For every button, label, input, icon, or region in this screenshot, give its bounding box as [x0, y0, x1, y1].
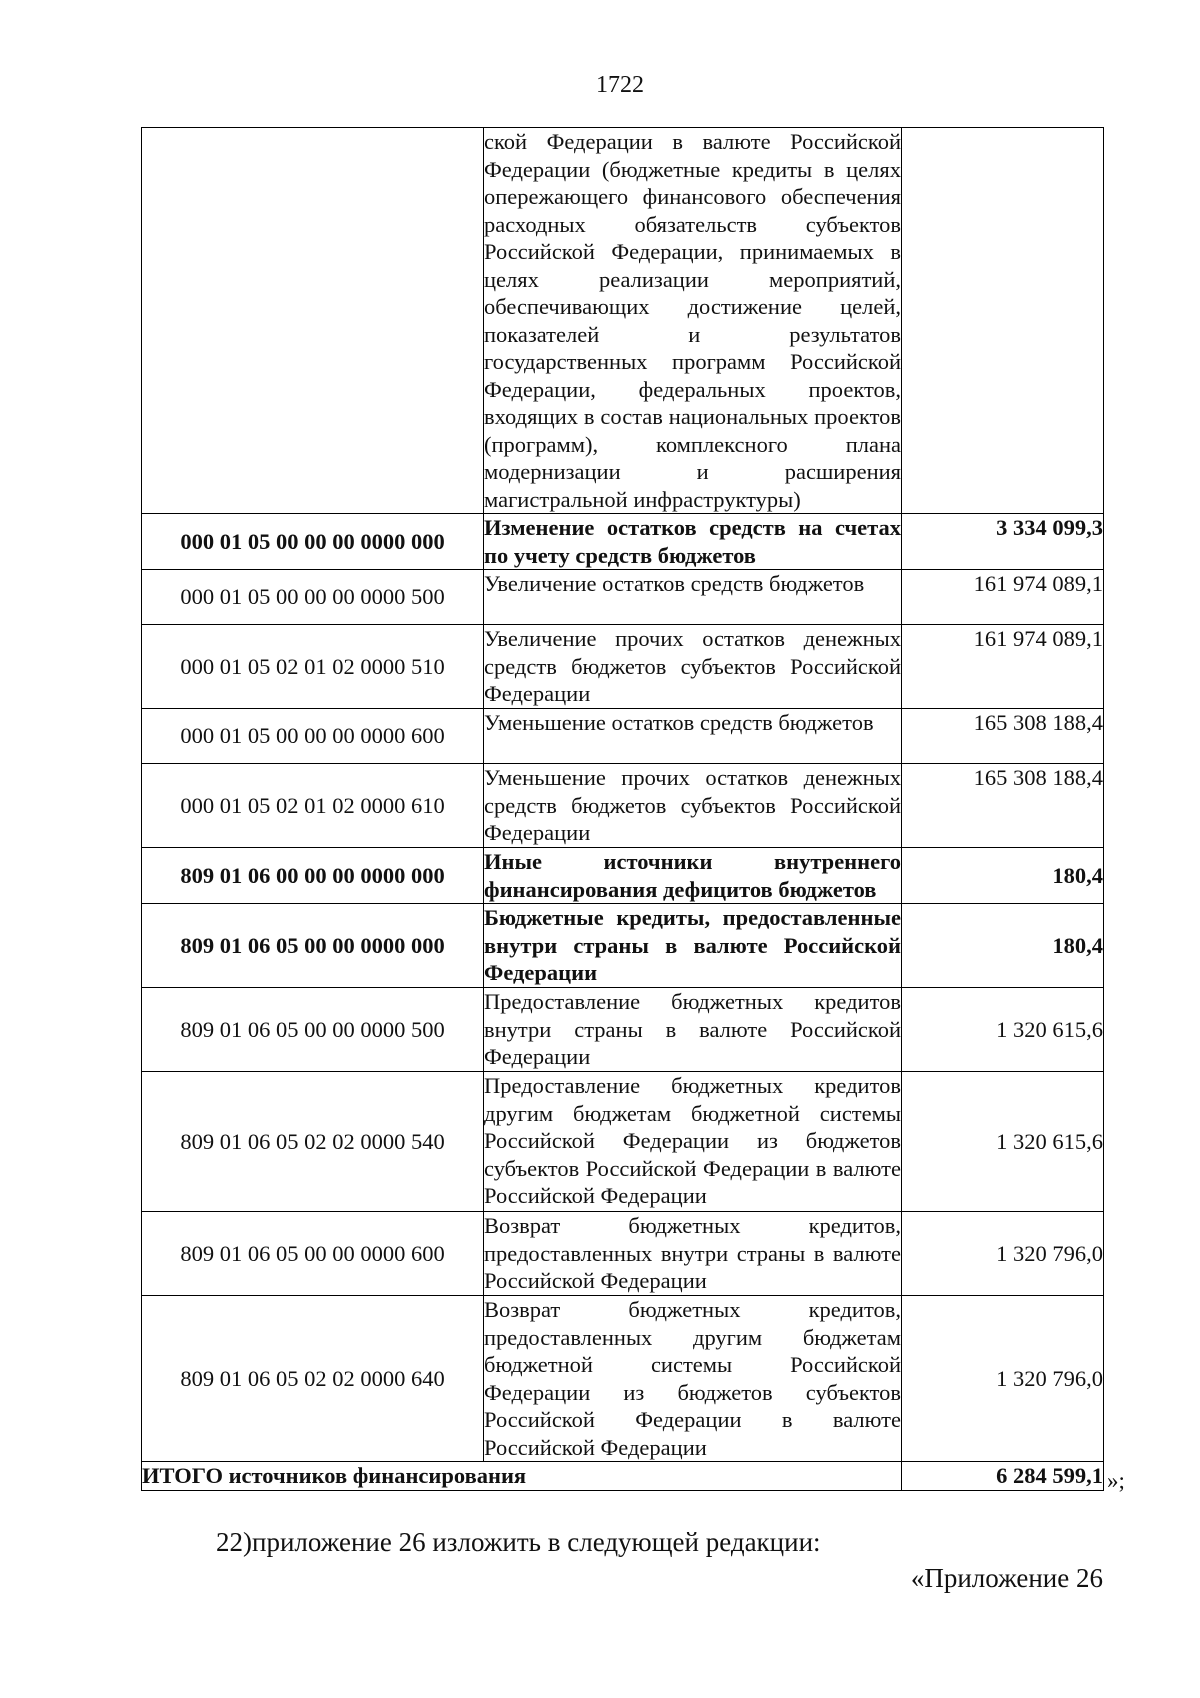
table-row [142, 764, 1104, 848]
row-code: 000 01 05 00 00 00 0000 500 [142, 570, 484, 625]
row-name: Возврат бюджетных кредитов, предоставленных другим бюджетам бюджетной системы Российской Федерации из бюджетов субъектов Российской Федерации в валюте Российской Федерации [484, 1297, 901, 1460]
row-amount: 165 308 188,4 [902, 764, 1104, 848]
total-amount: 6 284 599,1 [902, 1462, 1104, 1491]
row-code: 809 01 06 00 00 00 0000 000 [142, 848, 484, 904]
row-amount [902, 128, 1104, 514]
table-row [142, 904, 1104, 988]
row-code: 000 01 05 00 00 00 0000 000 [142, 514, 484, 570]
table-row [142, 848, 1104, 904]
row-name: Уменьшение остатков средств бюджетов [484, 709, 902, 764]
table-row [142, 128, 1104, 514]
row-name: ской Федерации в валюте Российской Федерации (бюджетные кредиты в целях опережающего финансового обеспечения расходных обязательств субъектов Российской Федерации, принимаемых в целях реализации мероприятий, обеспечивающих достижение целей, показателей и результатов государственных программ Российской Федерации, федеральных проектов, входящих в состав национальных проектов (программ), комплексного плана модернизации и расширения магистральной инфраструктуры) [484, 129, 901, 512]
page-number: 1722 [596, 72, 644, 98]
row-code: 809 01 06 05 00 00 0000 000 [142, 904, 484, 988]
row-amount: 161 974 089,1 [902, 570, 1104, 625]
row-name: Возврат бюджетных кредитов, предоставленных внутри страны в валюте Российской Федерации [484, 1212, 902, 1296]
row-code: 809 01 06 05 00 00 0000 600 [142, 1212, 484, 1296]
table-row [142, 988, 1104, 1072]
row-name: Увеличение прочих остатков денежных средств бюджетов субъектов Российской Федерации [484, 625, 902, 709]
row-name: Предоставление бюджетных кредитов внутри страны в валюте Российской Федерации [484, 988, 902, 1072]
row-code: 000 01 05 02 01 02 0000 510 [142, 625, 484, 709]
row-name: Изменение остатков средств на счетах по учету средств бюджетов [484, 515, 901, 568]
row-name: Увеличение остатков средств бюджетов [484, 570, 902, 625]
table-row [142, 1072, 1104, 1212]
row-amount: 165 308 188,4 [902, 709, 1104, 764]
table-row [142, 709, 1104, 764]
total-row [142, 1462, 1104, 1491]
row-name: Бюджетные кредиты, предоставленные внутри страны в валюте Российской Федерации [484, 904, 902, 988]
table-row [142, 514, 1104, 570]
row-code: 000 01 05 02 01 02 0000 610 [142, 764, 484, 848]
row-name: Уменьшение прочих остатков денежных средств бюджетов субъектов Российской Федерации [484, 764, 902, 848]
closing-quote-mark: »; [1107, 1468, 1125, 1493]
row-amount: 180,4 [902, 848, 1104, 904]
row-amount: 161 974 089,1 [902, 625, 1104, 709]
row-amount: 1 320 796,0 [902, 1296, 1104, 1462]
row-name: Иные источники внутреннего финансирования дефицитов бюджетов [484, 849, 901, 902]
financing-sources-table [141, 127, 1104, 1491]
total-label: ИТОГО источников финансирования [142, 1462, 902, 1491]
row-code: 809 01 06 05 02 02 0000 540 [142, 1072, 484, 1212]
row-name: Предоставление бюджетных кредитов другим бюджетам бюджетной системы Российской Федерации из бюджетов субъектов Российской Федерации в валюте Российской Федерации [484, 1072, 902, 1212]
row-amount: 3 334 099,3 [902, 514, 1104, 570]
row-code: 809 01 06 05 02 02 0000 640 [142, 1296, 484, 1462]
row-amount: 1 320 615,6 [902, 1072, 1104, 1212]
row-amount: 1 320 615,6 [902, 988, 1104, 1072]
row-code: 000 01 05 00 00 00 0000 600 [142, 709, 484, 764]
table-row [142, 1212, 1104, 1296]
table-row [142, 570, 1104, 625]
table-row [142, 1296, 1104, 1462]
appendix-title: «Приложение 26 [910, 1563, 1103, 1593]
table-row [142, 625, 1104, 709]
row-amount: 180,4 [902, 904, 1104, 988]
row-amount: 1 320 796,0 [902, 1212, 1104, 1296]
row-code: 809 01 06 05 00 00 0000 500 [142, 988, 484, 1072]
amendment-item-text: 22)приложение 26 изложить в следующей редакции: [216, 1527, 821, 1557]
row-code [142, 128, 484, 514]
